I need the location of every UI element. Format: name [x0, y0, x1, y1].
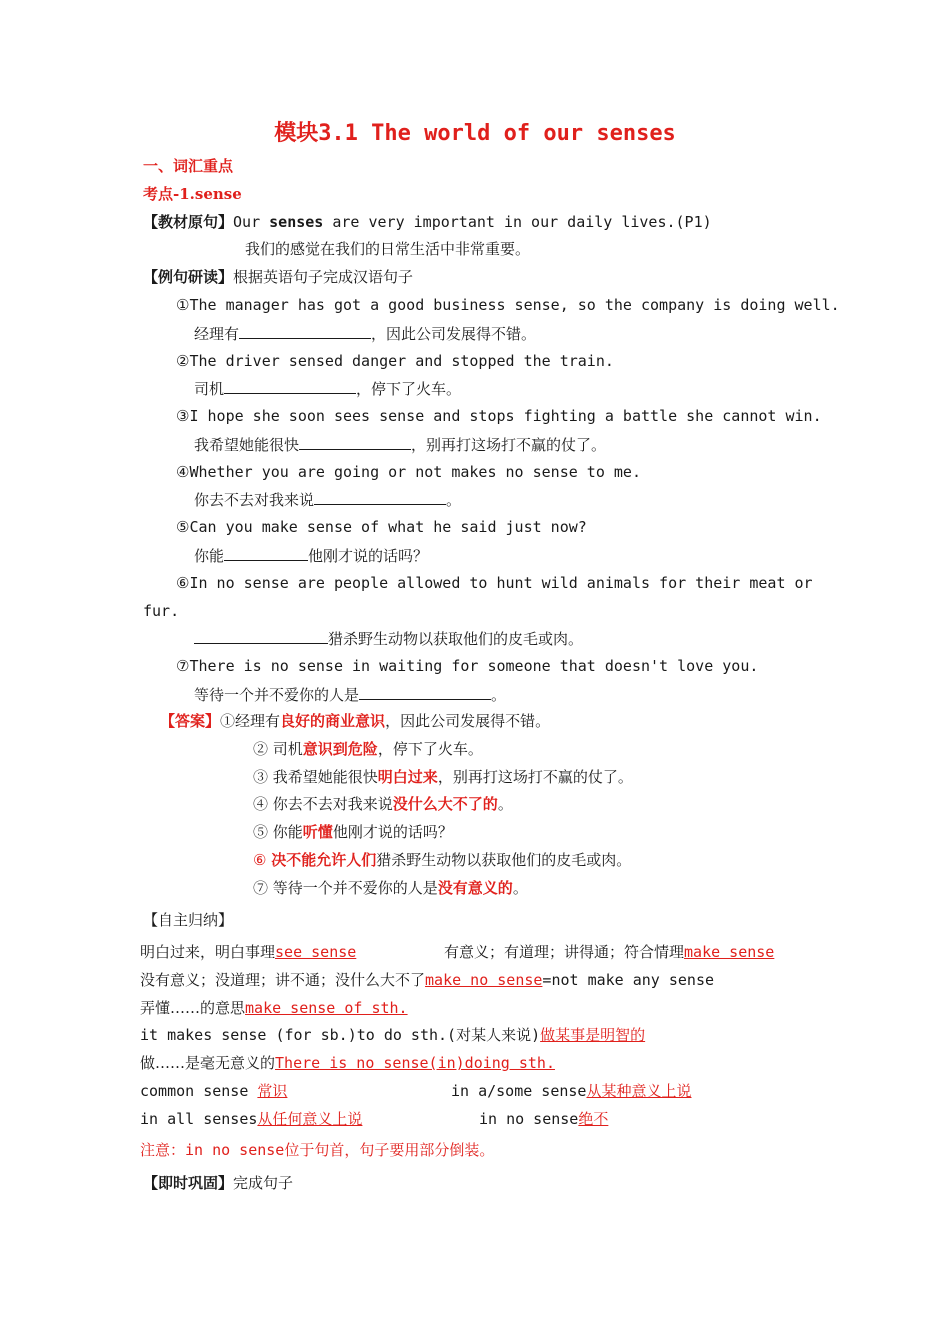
example-en: ④Whether you are going or not makes no sense to me.	[176, 463, 641, 481]
practice-header: 【即时巩固】完成句子	[143, 1174, 294, 1192]
section-heading: 一、词汇重点	[143, 157, 234, 175]
example-cn: 我希望她能很快 ，别再打这场打不赢的仗了。	[194, 436, 607, 454]
example-cn: 猎杀野生动物以获取他们的皮毛或肉。	[194, 628, 583, 649]
example-cn: 你能 他刚才说的话吗？	[194, 547, 429, 565]
example-en: ②The driver sensed danger and stopped the train.	[176, 352, 614, 370]
answer-blank[interactable]	[299, 434, 411, 450]
answer-blank[interactable]	[224, 378, 356, 394]
answer-line: ④ 你去不去对我来说没什么大不了的。	[253, 795, 513, 813]
summary-label: 【自主归纳】	[143, 911, 234, 929]
source-label: 【教材原句】	[143, 213, 234, 231]
source-sentence-en: 【教材原句】Our senses are very important in our daily lives.(P1)	[143, 213, 712, 231]
answer-blank[interactable]	[224, 545, 308, 561]
summary-note: 注意：in no sense位于句首，句子要用部分倒装。	[140, 1141, 495, 1159]
summary-row: 没有意义；没道理；讲不通；没什么大不了make no sense=not make any sense	[140, 971, 715, 989]
example-en: ⑦There is no sense in waiting for someone that doesn't love you.	[176, 657, 759, 675]
summary-row: 有意义；有道理；讲得通；符合情理make sense	[444, 943, 775, 961]
summary-row: in no sense绝不	[479, 1110, 609, 1128]
example-cn: 经理有 ，因此公司发展得不错。	[194, 325, 537, 343]
answers-label: 【答案】	[160, 712, 221, 730]
example-en: ③I hope she soon sees sense and stops fighting a battle she cannot win.	[176, 407, 822, 425]
source-keyword: senses	[269, 213, 324, 231]
summary-row: common sense 常识	[140, 1082, 288, 1100]
example-en: ⑤Can you make sense of what he said just now?	[176, 518, 587, 536]
summary-row: in all senses从任何意义上说	[140, 1110, 363, 1128]
summary-row: in a/some sense从某种意义上说	[451, 1082, 692, 1100]
examples-header: 【例句研读】根据英语句子完成汉语句子	[143, 268, 414, 286]
example-en: ①The manager has got a good business sense, so the company is doing well.	[176, 296, 840, 314]
answer-blank[interactable]	[239, 323, 371, 339]
answer-blank[interactable]	[359, 684, 491, 700]
summary-row: 弄懂……的意思make sense of sth.	[140, 999, 408, 1017]
source-sentence-cn: 我们的感觉在我们的日常生活中非常重要。	[245, 240, 531, 258]
example-cn: 司机 ，停下了火车。	[194, 380, 462, 398]
answer-line: ⑤ 你能听懂他刚才说的话吗？	[253, 823, 453, 841]
answer-line: ③ 我希望她能很快明白过来，别再打这场打不赢的仗了。	[253, 768, 633, 786]
example-en: ⑥In no sense are people allowed to hunt wild animals for their meat or	[176, 574, 813, 592]
answer-line: 【答案】①经理有良好的商业意识，因此公司发展得不错。	[160, 712, 551, 730]
page-title: 模块3.1 The world of our senses	[274, 121, 676, 146]
answer-line: ② 司机意识到危险，停下了火车。	[253, 740, 483, 758]
answer-blank[interactable]	[314, 489, 446, 505]
answer-line: ⑦ 等待一个并不爱你的人是没有意义的。	[253, 879, 528, 897]
answer-blank[interactable]	[194, 628, 328, 644]
answer-line: ⑥ 决不能允许人们猎杀野生动物以获取他们的皮毛或肉。	[253, 851, 632, 869]
summary-row: it makes sense (for sb.)to do sth.(对某人来说)做某事是明智的	[140, 1026, 646, 1044]
example-cn: 你去不去对我来说 。	[194, 491, 462, 509]
example-cn: 等待一个并不爱你的人是 。	[194, 686, 507, 704]
example-en-continued: fur.	[143, 602, 180, 620]
summary-row: 做……是毫无意义的There is no sense(in)doing sth.	[140, 1054, 555, 1072]
topic-heading: 考点-1.sense	[143, 185, 242, 203]
summary-row: 明白过来，明白事理see sense	[140, 943, 357, 961]
